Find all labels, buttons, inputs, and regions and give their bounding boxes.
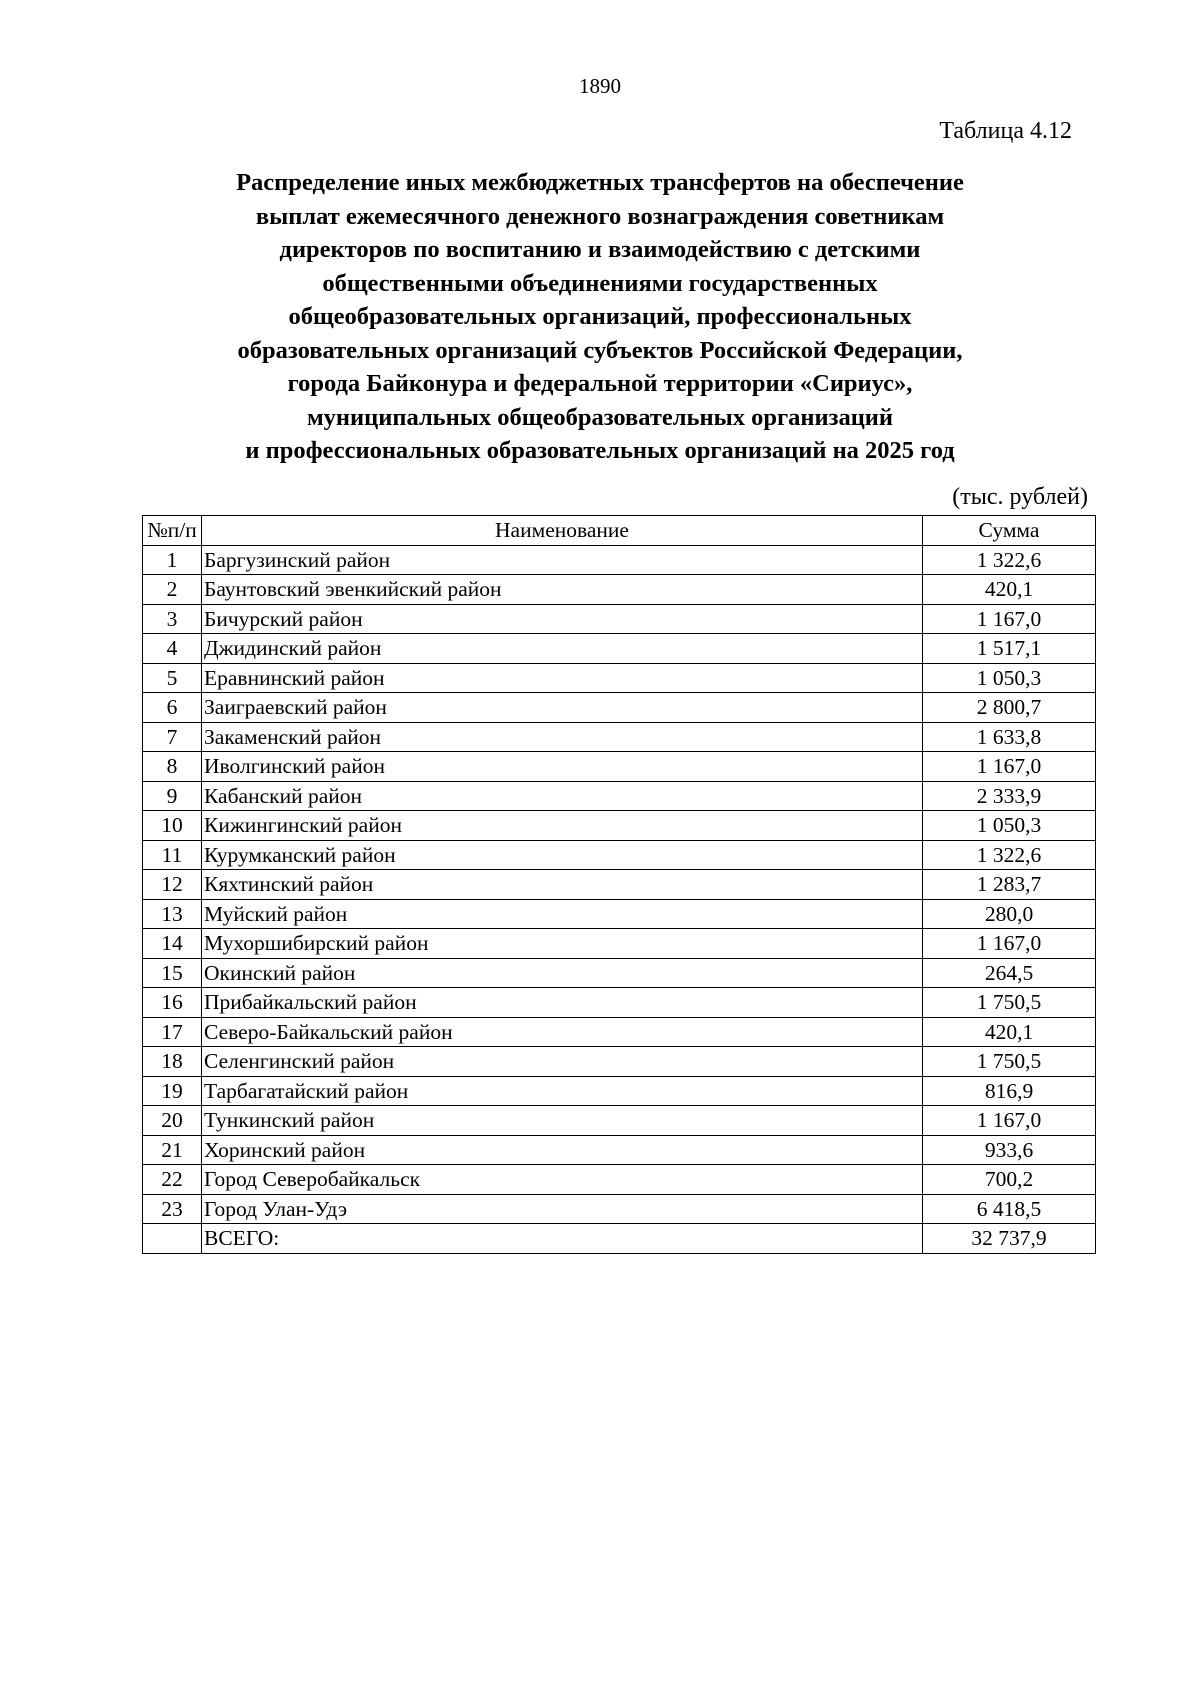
row-sum-cell: 700,2 <box>923 1165 1096 1195</box>
row-num-cell: 12 <box>143 870 202 900</box>
row-num-cell: 7 <box>143 722 202 752</box>
table-row <box>143 545 1096 575</box>
table-row <box>143 840 1096 870</box>
table-row <box>143 752 1096 782</box>
row-num-cell: 13 <box>143 899 202 929</box>
row-sum-cell: 1 633,8 <box>923 722 1096 752</box>
row-num-cell: 9 <box>143 781 202 811</box>
row-sum-cell: 816,9 <box>923 1076 1096 1106</box>
table-row <box>143 693 1096 723</box>
row-num-cell: 21 <box>143 1135 202 1165</box>
title-line: муниципальных общеобразовательных организаций <box>306 403 894 431</box>
row-name-cell: Кяхтинский район <box>202 870 923 900</box>
row-name-cell: Еравнинский район <box>202 663 923 693</box>
row-name-cell: Северо-Байкальский район <box>202 1017 923 1047</box>
table-row <box>143 1135 1096 1165</box>
row-num-cell: 20 <box>143 1106 202 1136</box>
row-name-cell: Тарбагатайский район <box>202 1076 923 1106</box>
page-number: 1890 <box>579 74 621 98</box>
document-title <box>150 166 1050 468</box>
table-row <box>143 604 1096 634</box>
table-row <box>143 958 1096 988</box>
row-name-cell: Кижингинский район <box>202 811 923 841</box>
table-row <box>143 781 1096 811</box>
row-sum-cell: 1 750,5 <box>923 1047 1096 1077</box>
row-sum-cell: 2 800,7 <box>923 693 1096 723</box>
row-num-cell: 1 <box>143 545 202 575</box>
row-name-cell: Город Северобайкальск <box>202 1165 923 1195</box>
row-name-cell: Прибайкальский район <box>202 988 923 1018</box>
row-name-cell: Окинский район <box>202 958 923 988</box>
row-sum-cell: 933,6 <box>923 1135 1096 1165</box>
table-row <box>143 1106 1096 1136</box>
row-name-cell: Заиграевский район <box>202 693 923 723</box>
row-name-cell: Курумканский район <box>202 840 923 870</box>
row-num-cell: 8 <box>143 752 202 782</box>
row-num-cell: 16 <box>143 988 202 1018</box>
table-row <box>143 722 1096 752</box>
title-line: образовательных организаций субъектов Российской Федерации, <box>237 336 963 364</box>
row-num-cell: 6 <box>143 693 202 723</box>
title-line: выплат ежемесячного денежного вознаграждения советникам <box>255 202 945 230</box>
total-label-cell: ВСЕГО: <box>202 1224 923 1254</box>
table-row <box>143 929 1096 959</box>
row-sum-cell: 6 418,5 <box>923 1194 1096 1224</box>
title-line: Распределение иных межбюджетных трансфертов на обеспечение <box>236 169 964 196</box>
row-name-cell: Город Улан-Удэ <box>202 1194 923 1224</box>
table-row <box>143 1017 1096 1047</box>
table-row <box>143 1194 1096 1224</box>
row-sum-cell: 420,1 <box>923 1017 1096 1047</box>
row-sum-cell: 1 322,6 <box>923 545 1096 575</box>
row-sum-cell: 1 517,1 <box>923 634 1096 664</box>
table-row <box>143 811 1096 841</box>
row-sum-cell: 1 322,6 <box>923 840 1096 870</box>
title-line: общеобразовательных организаций, профессиональных <box>288 303 912 330</box>
row-sum-cell: 1 167,0 <box>923 752 1096 782</box>
header-sum: Сумма <box>923 516 1096 546</box>
row-name-cell: Селенгинский район <box>202 1047 923 1077</box>
table-row <box>143 575 1096 605</box>
row-sum-cell: 1 167,0 <box>923 929 1096 959</box>
title-line: города Байконура и федеральной территории «Сириус», <box>287 370 913 397</box>
row-name-cell: Тункинский район <box>202 1106 923 1136</box>
table-row <box>143 1165 1096 1195</box>
row-name-cell: Закаменский район <box>202 722 923 752</box>
row-name-cell: Бичурский район <box>202 604 923 634</box>
title-line: общественными объединениями государственных <box>322 269 878 297</box>
table-row <box>143 899 1096 929</box>
title-line: и профессиональных образовательных организаций на 2025 год <box>245 437 955 464</box>
row-name-cell: Баунтовский эвенкийский район <box>202 575 923 605</box>
row-num-cell: 15 <box>143 958 202 988</box>
total-num-cell <box>143 1224 202 1254</box>
row-num-cell: 14 <box>143 929 202 959</box>
row-num-cell: 19 <box>143 1076 202 1106</box>
row-sum-cell: 420,1 <box>923 575 1096 605</box>
table-label: Таблица 4.12 <box>939 118 1072 144</box>
row-num-cell: 4 <box>143 634 202 664</box>
row-num-cell: 11 <box>143 840 202 870</box>
row-sum-cell: 1 750,5 <box>923 988 1096 1018</box>
row-sum-cell: 1 167,0 <box>923 1106 1096 1136</box>
table-row <box>143 988 1096 1018</box>
row-sum-cell: 264,5 <box>923 958 1096 988</box>
row-sum-cell: 280,0 <box>923 899 1096 929</box>
row-num-cell: 2 <box>143 575 202 605</box>
title-line: директоров по воспитанию и взаимодействию с детскими <box>279 236 921 263</box>
table-row <box>143 1076 1096 1106</box>
row-num-cell: 3 <box>143 604 202 634</box>
table-row <box>143 870 1096 900</box>
table-row <box>143 1047 1096 1077</box>
row-sum-cell: 1 050,3 <box>923 811 1096 841</box>
row-num-cell: 18 <box>143 1047 202 1077</box>
header-num: №п/п <box>143 516 202 546</box>
table-header-row <box>143 516 1096 546</box>
row-sum-cell: 1 167,0 <box>923 604 1096 634</box>
row-name-cell: Мухоршибирский район <box>202 929 923 959</box>
row-name-cell: Кабанский район <box>202 781 923 811</box>
table-row <box>143 663 1096 693</box>
row-name-cell: Муйский район <box>202 899 923 929</box>
allocation-table <box>142 515 1096 1254</box>
row-num-cell: 23 <box>143 1194 202 1224</box>
units-label: (тыс. рублей) <box>952 484 1088 510</box>
row-sum-cell: 2 333,9 <box>923 781 1096 811</box>
row-name-cell: Баргузинский район <box>202 545 923 575</box>
row-num-cell: 22 <box>143 1165 202 1195</box>
row-sum-cell: 1 050,3 <box>923 663 1096 693</box>
row-num-cell: 5 <box>143 663 202 693</box>
row-sum-cell: 1 283,7 <box>923 870 1096 900</box>
row-name-cell: Хоринский район <box>202 1135 923 1165</box>
row-num-cell: 10 <box>143 811 202 841</box>
total-sum-cell: 32 737,9 <box>923 1224 1096 1254</box>
table-row <box>143 634 1096 664</box>
row-name-cell: Джидинский район <box>202 634 923 664</box>
total-row <box>143 1224 1096 1254</box>
header-name: Наименование <box>202 516 923 546</box>
row-name-cell: Иволгинский район <box>202 752 923 782</box>
row-num-cell: 17 <box>143 1017 202 1047</box>
